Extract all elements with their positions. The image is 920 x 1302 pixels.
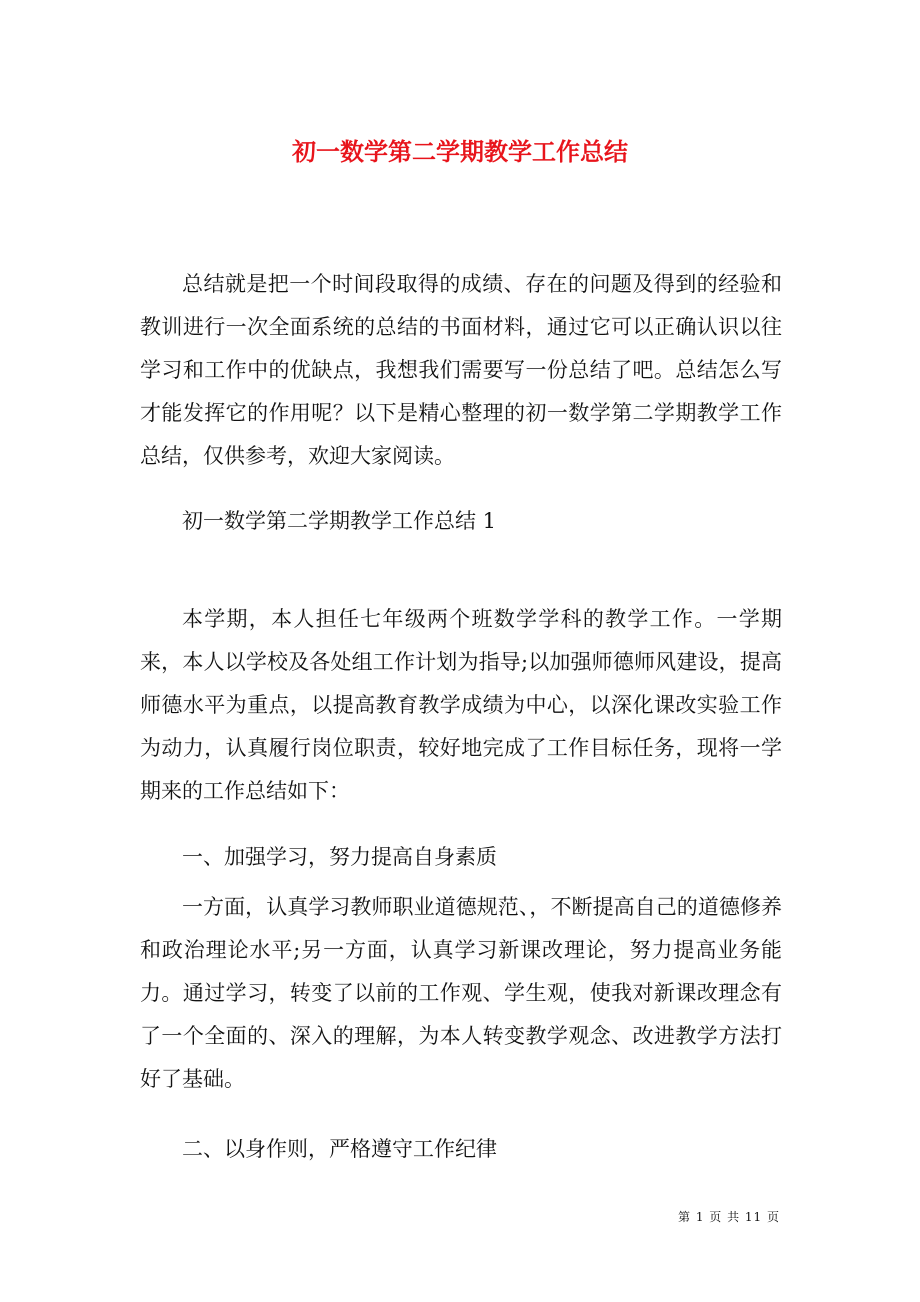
body-paragraph: 一方面，认真学习教师职业道德规范、，不断提高自己的道德修养和政治理论水平;另一方面，认真学习新课改理论，努力提高业务能力。通过学习，转变了以前的工作观、学生观，使我对新课改理念有了一个全面的、深入的理解，为本人转变教学观念、改进教学方法打好了基础。 xyxy=(140,895,782,1091)
page-number-footer: 第 1 页 共 11 页 xyxy=(678,1210,780,1224)
body-paragraph: 本学期，本人担任七年级两个班数学学科的教学工作。一学期来，本人以学校及各处组工作计划为指导;以加强师德师风建设，提高师德水平为重点，以提高教育教学成绩为中心，以深化课改实验工作为动力，认真履行岗位职责，较好地完成了工作目标任务，现将一学期来的工作总结如下： xyxy=(140,607,782,803)
section-subtitle: 初一数学第二学期教学工作总结 1 xyxy=(182,509,497,533)
section-heading-1: 一、加强学习，努力提高自身素质 xyxy=(182,845,497,869)
document-title: 初一数学第二学期教学工作总结 xyxy=(292,137,628,167)
intro-paragraph: 总结就是把一个时间段取得的成绩、存在的问题及得到的经验和教训进行一次全面系统的总结的书面材料，通过它可以正确认识以往学习和工作中的优缺点，我想我们需要写一份总结了吧。总结怎么写才能发挥它的作用呢？以下是精心整理的初一数学第二学期教学工作总结，仅供参考，欢迎大家阅读。 xyxy=(140,272,782,468)
section-heading-2: 二、以身作则，严格遵守工作纪律 xyxy=(182,1137,497,1161)
